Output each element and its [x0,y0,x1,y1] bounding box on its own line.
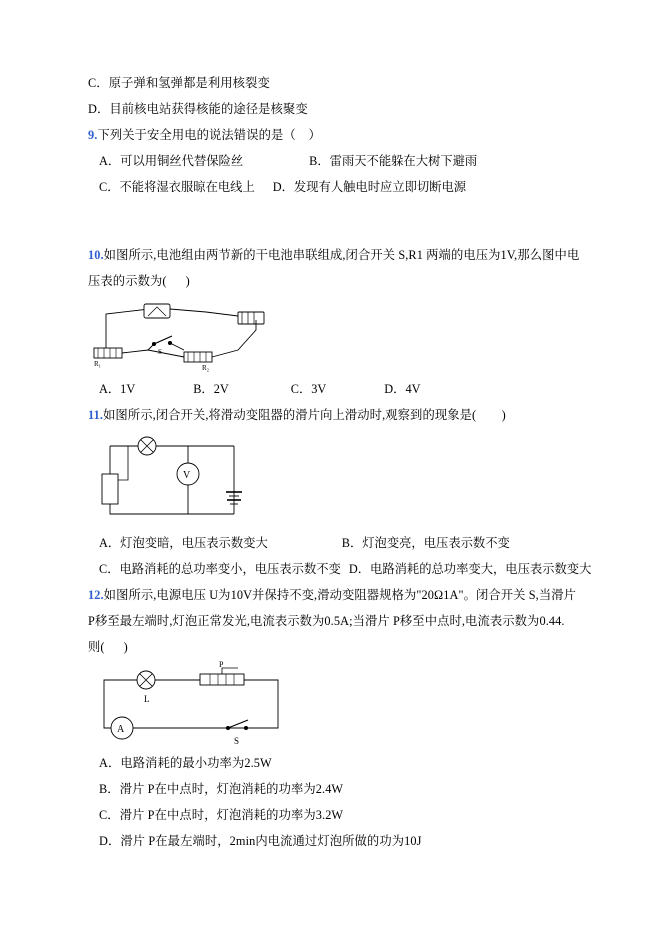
question-12-number: 12. [88,588,104,602]
q10-option-c: C．3V [290,382,327,396]
question-10-options [88,376,588,402]
figure-q11 [88,434,588,526]
q12-option-d: D．滑片 P在最左端时，2min内电流通过灯泡所做的功为10J [99,834,422,848]
q12-option-a: A．电路消耗的最小功率为2.5W [99,756,272,770]
question-12-text: 如图所示,电源电压 U为10V并保持不变,滑动变阻器规格为"20Ω1A"。闭合开关 S,当滑片 [103,588,577,602]
question-9 [88,122,588,148]
q9-option-a: A．可以用铜丝代替保险丝 [99,154,244,168]
q10-option-d: D．4V [384,382,421,396]
question-9-number: 9. [88,128,98,142]
q10-option-b: B．2V [193,382,229,396]
q10-option-a: A．1V [99,382,136,396]
question-11-text: 如图所示,闭合开关,将滑动变阻器的滑片向上滑动时,观察到的现象是( ) [103,408,506,422]
q11-option-a: A．灯泡变暗，电压表示数变大 [99,536,268,550]
q11-option-c: C．电路消耗的总功率变小，电压表示数不变 [99,562,341,576]
question-9-text: 下列关于安全用电的说法错误的是（ ） [97,128,321,142]
question-9-options-row-1 [88,148,588,174]
question-11-options-row-1 [88,530,588,556]
figure-q12-label-p: P [219,660,224,669]
question-11-number: 11. [88,408,103,422]
question-12 [88,582,588,608]
q11-option-b: B．灯泡变亮，电压表示数不变 [341,536,510,550]
question-11-options-row-2 [88,556,592,582]
figure-q11-label-v: V [183,470,191,481]
figure-q12-label-a: A [117,724,125,735]
question-10-text: 如图所示,电池组由两节新的干电池串联组成,闭合开关 S,R1 两端的电压为1V,那么图中电 [103,248,580,262]
document-content [88,70,592,854]
figure-q12 [88,660,588,746]
q12-option-b: B．滑片 P在中点时，灯泡消耗的功率为2.4W [99,782,344,796]
question-10-number: 10. [88,248,104,262]
option-c-q8: C．原子弹和氢弹都是利用核裂变 [88,76,270,90]
q9-option-d: D．发现有人触电时应立即切断电源 [272,180,467,194]
q12-option-c: C．滑片 P在中点时，灯泡消耗的功率为3.2W [99,808,344,822]
q9-option-c: C．不能将湿衣服晾在电线上 [99,180,255,194]
question-10-text-cont: 压表的示数为( ) [88,274,190,288]
figure-q12-label-l: L [144,694,150,704]
question-10 [88,242,588,268]
option-d-q8: D．目前核电站获得核能的途径是核聚变 [88,102,308,116]
figure-q12-label-s: S [234,736,240,746]
q11-option-d: D．电路消耗的总功率变大，电压表示数变大 [348,562,592,576]
figure-q10-label-r1: R₁ [94,360,102,368]
figure-q10-label-s: S [158,348,162,356]
figure-q10-label-r2: R₂ [202,364,210,372]
figure-q10 [88,300,588,372]
question-11 [88,402,588,428]
q9-option-b: B．雷雨天不能躲在大树下避雨 [309,154,478,168]
question-12-text-cont-2: 则( ) [88,640,128,654]
spacer-1 [88,200,588,242]
question-12-text-cont-1: P移至最左端时,灯泡正常发光,电流表示数为0.5A;当滑片 P移至中点时,电流表示数为0.44. [88,614,565,628]
question-9-options-row-2 [88,174,588,200]
